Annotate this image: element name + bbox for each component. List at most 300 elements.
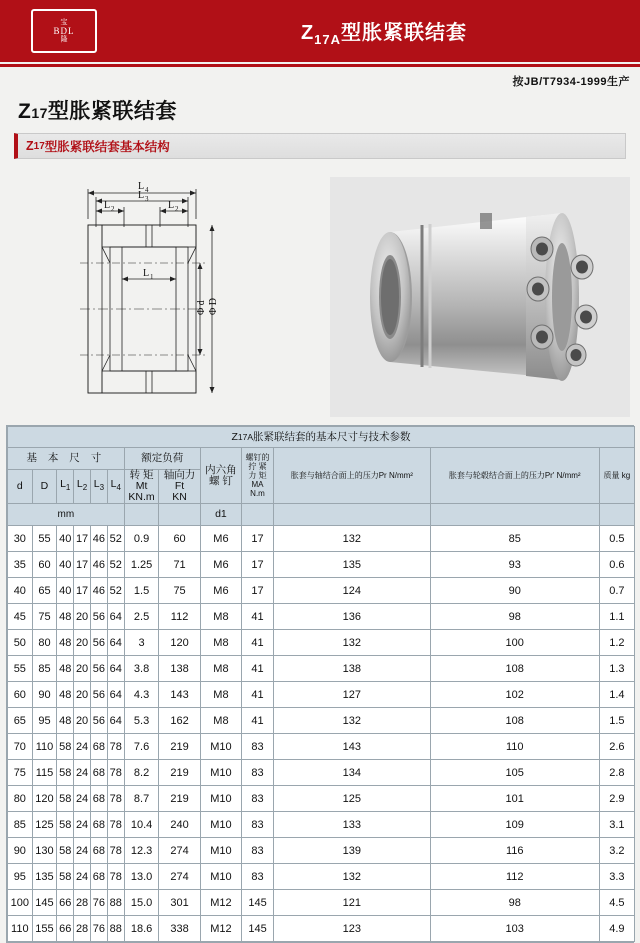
- table-cell-Pr N/mm²: 127: [273, 682, 430, 708]
- table-cell-L2: 17: [74, 526, 91, 552]
- figure-row: [0, 167, 640, 417]
- dim-label-L2a-sub: 2: [111, 205, 115, 213]
- table-cell-转矩 Mt KN.m: 12.3: [124, 838, 159, 864]
- unit-mm: mm: [8, 504, 125, 526]
- page-header: [0, 0, 640, 62]
- table-cell-L4: 78: [107, 760, 124, 786]
- table-row: [8, 838, 635, 864]
- table-cell-L1: 66: [57, 890, 74, 916]
- table-cell-D: 130: [32, 838, 57, 864]
- table-cell-d: 65: [8, 708, 33, 734]
- table-cell-Pr N/mm²: 125: [273, 786, 430, 812]
- table-row: [8, 604, 635, 630]
- section-heading-main: Z: [18, 100, 32, 123]
- table-cell-转矩 Mt KN.m: 0.9: [124, 526, 159, 552]
- table-cell-D: 65: [32, 578, 57, 604]
- table-cell-Pr' N/mm²: 98: [430, 890, 599, 916]
- table-cell-Pr' N/mm²: 103: [430, 916, 599, 942]
- table-cell-d1: M8: [200, 630, 241, 656]
- unit-ma: [242, 504, 274, 526]
- table-cell-转矩 Mt KN.m: 1.5: [124, 578, 159, 604]
- table-cell-d: 100: [8, 890, 33, 916]
- standard-note: 按JB/T7934-1999生产: [512, 76, 630, 88]
- table-cell-L4: 88: [107, 890, 124, 916]
- col-L2: $L_2$: [74, 470, 91, 504]
- table-cell-轴向力 Ft KN: 274: [159, 864, 200, 890]
- table-cell-L1: 58: [57, 812, 74, 838]
- table-cell-L3: 46: [91, 552, 108, 578]
- table-cell-d1: M8: [200, 604, 241, 630]
- table-cell-d1: M10: [200, 812, 241, 838]
- table-row: [8, 656, 635, 682]
- table-caption: [8, 427, 635, 448]
- table-cell-d1: M6: [200, 552, 241, 578]
- table-row: [8, 552, 635, 578]
- col-D: D: [32, 470, 57, 504]
- table-cell-L2: 24: [74, 760, 91, 786]
- table-cell-转矩 Mt KN.m: 3.8: [124, 656, 159, 682]
- table-cell-L1: 66: [57, 916, 74, 942]
- table-cell-L1: 48: [57, 708, 74, 734]
- table-cell-Pr N/mm²: 132: [273, 708, 430, 734]
- logo-icon: [31, 9, 97, 53]
- table-cell-转矩 Mt KN.m: 10.4: [124, 812, 159, 838]
- table-cell-轴向力 Ft KN: 301: [159, 890, 200, 916]
- table-cell-L1: 48: [57, 656, 74, 682]
- table-cell-轴向力 Ft KN: 219: [159, 760, 200, 786]
- table-cell-转矩 Mt KN.m: 13.0: [124, 864, 159, 890]
- subsection-bar: [14, 133, 626, 159]
- table-cell-d: 110: [8, 916, 33, 942]
- table-cell-kg: 1.5: [599, 708, 634, 734]
- dim-label-L2b: L: [168, 200, 175, 211]
- table-cell-L3: 76: [91, 916, 108, 942]
- table-row: [8, 916, 635, 942]
- table-cell-L1: 58: [57, 786, 74, 812]
- table-cell-L2: 17: [74, 552, 91, 578]
- table-cell-Pr' N/mm²: 85: [430, 526, 599, 552]
- table-cell-L4: 52: [107, 578, 124, 604]
- unit-torque: [124, 504, 159, 526]
- table-cell-d1: M10: [200, 838, 241, 864]
- torque-line1: 螺钉的: [245, 453, 270, 462]
- table-cell-轴向力 Ft KN: 219: [159, 734, 200, 760]
- group-header-torque: [242, 448, 274, 504]
- table-cell-轴向力 Ft KN: 120: [159, 630, 200, 656]
- col-L3: $L_3$: [91, 470, 108, 504]
- table-cell-Pr N/mm²: 121: [273, 890, 430, 916]
- table-cell-Pr N/mm²: 135: [273, 552, 430, 578]
- table-cell-L2: 20: [74, 630, 91, 656]
- table-cell-MA N.m: 41: [242, 682, 274, 708]
- table-cell-kg: 2.8: [599, 760, 634, 786]
- table-cell-L1: 40: [57, 526, 74, 552]
- table-cell-L2: 24: [74, 838, 91, 864]
- table-cell-d: 50: [8, 630, 33, 656]
- table-cell-MA N.m: 145: [242, 916, 274, 942]
- table-cell-L4: 78: [107, 734, 124, 760]
- table-cell-轴向力 Ft KN: 75: [159, 578, 200, 604]
- table-cell-L2: 24: [74, 812, 91, 838]
- table-row: [8, 864, 635, 890]
- table-cell-L2: 20: [74, 656, 91, 682]
- table-row: [8, 890, 635, 916]
- table-cell-L3: 76: [91, 890, 108, 916]
- table-cell-L4: 78: [107, 812, 124, 838]
- table-caption-main: Z: [231, 430, 238, 443]
- table-cell-L3: 56: [91, 604, 108, 630]
- table-cell-D: 95: [32, 708, 57, 734]
- group-header-press-hub: 胀套与轮毂结合面上的压力Pr' N/mm²: [430, 448, 599, 504]
- table-cell-L3: 68: [91, 838, 108, 864]
- table-cell-轴向力 Ft KN: 143: [159, 682, 200, 708]
- table-cell-Pr N/mm²: 143: [273, 734, 430, 760]
- table-row: [8, 682, 635, 708]
- logo-text: [54, 18, 75, 43]
- col-torque: [124, 470, 159, 504]
- table-cell-kg: 1.2: [599, 630, 634, 656]
- table-cell-L4: 64: [107, 656, 124, 682]
- dim-label-L4-sub: 4: [145, 186, 149, 194]
- table-cell-L3: 46: [91, 526, 108, 552]
- table-cell-kg: 0.7: [599, 578, 634, 604]
- group-header-press-shaft: 胀套与轴结合面上的压力Pr N/mm²: [273, 448, 430, 504]
- table-cell-Pr N/mm²: 133: [273, 812, 430, 838]
- table-cell-L3: 56: [91, 630, 108, 656]
- table-cell-d: 35: [8, 552, 33, 578]
- table-cell-Pr' N/mm²: 101: [430, 786, 599, 812]
- table-cell-轴向力 Ft KN: 219: [159, 786, 200, 812]
- table-cell-d1: M12: [200, 890, 241, 916]
- table-row: [8, 708, 635, 734]
- table-cell-MA N.m: 83: [242, 838, 274, 864]
- col-torque-l2: Mt: [135, 480, 148, 492]
- group-header-mass: 质量 kg: [599, 448, 634, 504]
- table-cell-D: 110: [32, 734, 57, 760]
- torque-line3: 力 矩: [248, 471, 267, 480]
- table-cell-D: 135: [32, 864, 57, 890]
- table-cell-转矩 Mt KN.m: 7.6: [124, 734, 159, 760]
- table-cell-D: 145: [32, 890, 57, 916]
- table-cell-d: 30: [8, 526, 33, 552]
- table-cell-轴向力 Ft KN: 274: [159, 838, 200, 864]
- logo-text-mid: BDL: [53, 25, 75, 37]
- table-cell-D: 80: [32, 630, 57, 656]
- table-cell-Pr N/mm²: 134: [273, 760, 430, 786]
- group-header-basic: 基 本 尺 寸: [8, 448, 125, 470]
- table-cell-L4: 64: [107, 604, 124, 630]
- table-cell-L3: 56: [91, 656, 108, 682]
- header-title-block: [128, 0, 640, 62]
- subsection-sub: 17: [33, 140, 45, 152]
- table-cell-MA N.m: 83: [242, 786, 274, 812]
- table-cell-D: 55: [32, 526, 57, 552]
- table-cell-转矩 Mt KN.m: 3: [124, 630, 159, 656]
- table-cell-d: 85: [8, 812, 33, 838]
- table-caption-rest: 胀紧联结套的基本尺寸与技术参数: [253, 430, 411, 443]
- product-photo-svg: [330, 177, 630, 417]
- spec-table-wrap: [6, 425, 634, 943]
- logo-block: [0, 0, 128, 62]
- table-cell-轴向力 Ft KN: 338: [159, 916, 200, 942]
- table-cell-D: 120: [32, 786, 57, 812]
- unit-pr2: [430, 504, 599, 526]
- table-cell-L4: 52: [107, 526, 124, 552]
- table-cell-d1: M6: [200, 578, 241, 604]
- table-cell-D: 75: [32, 604, 57, 630]
- table-cell-kg: 4.5: [599, 890, 634, 916]
- subsection-main: Z: [26, 139, 34, 153]
- table-cell-转矩 Mt KN.m: 1.25: [124, 552, 159, 578]
- table-cell-MA N.m: 83: [242, 864, 274, 890]
- table-cell-MA N.m: 83: [242, 812, 274, 838]
- group-header-hex-l1: 内六角: [205, 463, 237, 476]
- table-cell-转矩 Mt KN.m: 15.0: [124, 890, 159, 916]
- col-axial-l3: KN: [172, 491, 187, 503]
- dim-label-L1-sub: 1: [150, 273, 154, 281]
- col-axial-l1: 轴向力: [163, 469, 196, 481]
- table-cell-Pr' N/mm²: 110: [430, 734, 599, 760]
- dim-label-L1: L: [143, 268, 150, 279]
- table-cell-L1: 58: [57, 838, 74, 864]
- table-cell-kg: 1.4: [599, 682, 634, 708]
- table-cell-d: 75: [8, 760, 33, 786]
- table-cell-L2: 28: [74, 890, 91, 916]
- unit-kg: [599, 504, 634, 526]
- table-cell-Pr N/mm²: 136: [273, 604, 430, 630]
- table-cell-d: 95: [8, 864, 33, 890]
- table-cell-Pr N/mm²: 123: [273, 916, 430, 942]
- table-cell-L1: 48: [57, 682, 74, 708]
- table-cell-kg: 3.2: [599, 838, 634, 864]
- page-title-rest: 型胀紧联结套: [341, 21, 468, 44]
- product-photo: [330, 171, 630, 417]
- table-cell-D: 155: [32, 916, 57, 942]
- table-cell-L3: 68: [91, 864, 108, 890]
- table-cell-MA N.m: 41: [242, 604, 274, 630]
- table-cell-L3: 56: [91, 682, 108, 708]
- technical-drawing: [0, 167, 330, 417]
- dim-label-L2a: L: [104, 200, 111, 211]
- table-cell-L3: 56: [91, 708, 108, 734]
- table-cell-Pr' N/mm²: 100: [430, 630, 599, 656]
- page-title-sub: 17A: [314, 31, 342, 47]
- table-group-header-row: [8, 448, 635, 470]
- table-cell-L3: 68: [91, 786, 108, 812]
- table-row: [8, 630, 635, 656]
- table-cell-轴向力 Ft KN: 138: [159, 656, 200, 682]
- section-heading: [0, 89, 640, 125]
- col-torque-l1: 转 矩: [129, 469, 154, 481]
- table-cell-L4: 52: [107, 552, 124, 578]
- table-cell-L1: 58: [57, 760, 74, 786]
- table-cell-轴向力 Ft KN: 60: [159, 526, 200, 552]
- section-heading-rest: 型胀紧联结套: [47, 100, 177, 123]
- table-cell-L4: 88: [107, 916, 124, 942]
- table-cell-kg: 4.9: [599, 916, 634, 942]
- table-cell-d: 40: [8, 578, 33, 604]
- col-axial-l2: Ft: [174, 480, 185, 492]
- torque-line4: MA: [251, 480, 264, 489]
- table-cell-D: 60: [32, 552, 57, 578]
- col-d: d: [8, 470, 33, 504]
- table-cell-MA N.m: 17: [242, 526, 274, 552]
- table-cell-L3: 68: [91, 812, 108, 838]
- table-cell-轴向力 Ft KN: 240: [159, 812, 200, 838]
- table-cell-d: 45: [8, 604, 33, 630]
- col-L4: $L_4$: [107, 470, 124, 504]
- logo-text-bottom: 隆: [60, 35, 68, 44]
- spec-table: [7, 426, 635, 942]
- table-cell-Pr' N/mm²: 105: [430, 760, 599, 786]
- drawing-svg: [0, 167, 330, 417]
- table-cell-d1: M6: [200, 526, 241, 552]
- table-row: [8, 760, 635, 786]
- table-cell-L1: 58: [57, 864, 74, 890]
- table-cell-kg: 1.1: [599, 604, 634, 630]
- table-cell-轴向力 Ft KN: 71: [159, 552, 200, 578]
- table-cell-L3: 46: [91, 578, 108, 604]
- col-L1: $L_1$: [57, 470, 74, 504]
- page-title: [301, 16, 467, 47]
- table-cell-L2: 20: [74, 604, 91, 630]
- table-cell-Pr' N/mm²: 112: [430, 864, 599, 890]
- table-cell-L2: 28: [74, 916, 91, 942]
- table-cell-d1: M10: [200, 734, 241, 760]
- table-cell-d: 55: [8, 656, 33, 682]
- table-cell-转矩 Mt KN.m: 4.3: [124, 682, 159, 708]
- table-cell-d1: M8: [200, 682, 241, 708]
- table-cell-Pr' N/mm²: 109: [430, 812, 599, 838]
- table-cell-轴向力 Ft KN: 162: [159, 708, 200, 734]
- table-cell-Pr N/mm²: 132: [273, 526, 430, 552]
- table-cell-MA N.m: 41: [242, 708, 274, 734]
- table-cell-转矩 Mt KN.m: 8.2: [124, 760, 159, 786]
- table-cell-Pr' N/mm²: 93: [430, 552, 599, 578]
- torque-line5: N.m: [250, 489, 265, 498]
- table-cell-L2: 17: [74, 578, 91, 604]
- dim-label-L3-sub: 3: [145, 195, 149, 203]
- table-cell-d1: M10: [200, 786, 241, 812]
- table-caption-sub: 17A: [237, 431, 254, 442]
- table-cell-D: 90: [32, 682, 57, 708]
- table-cell-L4: 64: [107, 708, 124, 734]
- table-cell-L4: 64: [107, 630, 124, 656]
- table-cell-kg: 0.5: [599, 526, 634, 552]
- table-unit-row: [8, 504, 635, 526]
- table-cell-MA N.m: 17: [242, 578, 274, 604]
- table-cell-kg: 1.3: [599, 656, 634, 682]
- table-cell-Pr' N/mm²: 90: [430, 578, 599, 604]
- table-row: [8, 812, 635, 838]
- table-row: [8, 578, 635, 604]
- table-cell-Pr N/mm²: 124: [273, 578, 430, 604]
- table-cell-Pr N/mm²: 139: [273, 838, 430, 864]
- table-cell-L3: 68: [91, 734, 108, 760]
- group-header-load: 额定负荷: [124, 448, 200, 470]
- table-cell-kg: 2.6: [599, 734, 634, 760]
- col-axial: [159, 470, 200, 504]
- table-cell-Pr' N/mm²: 116: [430, 838, 599, 864]
- table-cell-L1: 48: [57, 630, 74, 656]
- table-cell-Pr' N/mm²: 102: [430, 682, 599, 708]
- table-cell-kg: 0.6: [599, 552, 634, 578]
- table-cell-L4: 78: [107, 786, 124, 812]
- subsection-rest: 型胀紧联结套基本结构: [44, 140, 170, 154]
- table-cell-Pr N/mm²: 132: [273, 630, 430, 656]
- table-cell-d1: M8: [200, 656, 241, 682]
- dim-label-d: Φ d: [196, 300, 207, 315]
- torque-line2: 拧 紧: [248, 462, 267, 471]
- table-cell-d1: M12: [200, 916, 241, 942]
- table-cell-L2: 24: [74, 734, 91, 760]
- table-cell-d1: M8: [200, 708, 241, 734]
- table-row: [8, 734, 635, 760]
- table-cell-D: 125: [32, 812, 57, 838]
- table-cell-L2: 24: [74, 864, 91, 890]
- product-photo-image: [330, 177, 630, 417]
- table-cell-L1: 48: [57, 604, 74, 630]
- unit-pr: [273, 504, 430, 526]
- table-cell-D: 115: [32, 760, 57, 786]
- group-header-hex-l2: 螺 钉: [208, 474, 233, 487]
- table-row: [8, 526, 635, 552]
- table-cell-L3: 68: [91, 760, 108, 786]
- page-title-main: Z: [300, 21, 315, 44]
- table-cell-转矩 Mt KN.m: 18.6: [124, 916, 159, 942]
- logo-text-top: 宝: [60, 18, 68, 27]
- table-cell-d: 60: [8, 682, 33, 708]
- dim-label-L2b-sub: 2: [175, 205, 179, 213]
- table-cell-L4: 78: [107, 838, 124, 864]
- spec-table-body: [8, 526, 635, 942]
- dim-label-D: Φ D: [208, 297, 219, 315]
- dim-label-L4: L: [138, 181, 145, 192]
- table-cell-Pr' N/mm²: 108: [430, 656, 599, 682]
- table-cell-MA N.m: 41: [242, 630, 274, 656]
- table-cell-Pr' N/mm²: 108: [430, 708, 599, 734]
- table-cell-MA N.m: 17: [242, 552, 274, 578]
- table-cell-MA N.m: 83: [242, 760, 274, 786]
- table-cell-Pr N/mm²: 132: [273, 864, 430, 890]
- table-cell-kg: 3.1: [599, 812, 634, 838]
- unit-d1: d1: [200, 504, 241, 526]
- table-cell-L1: 58: [57, 734, 74, 760]
- table-cell-kg: 3.3: [599, 864, 634, 890]
- table-cell-d: 90: [8, 838, 33, 864]
- table-cell-L1: 40: [57, 578, 74, 604]
- table-cell-Pr' N/mm²: 98: [430, 604, 599, 630]
- table-cell-d: 80: [8, 786, 33, 812]
- table-cell-d1: M10: [200, 760, 241, 786]
- col-torque-l3: KN.m: [128, 491, 155, 503]
- table-cell-轴向力 Ft KN: 112: [159, 604, 200, 630]
- table-cell-MA N.m: 41: [242, 656, 274, 682]
- table-cell-d: 70: [8, 734, 33, 760]
- table-cell-L4: 64: [107, 682, 124, 708]
- table-cell-L2: 20: [74, 708, 91, 734]
- table-cell-转矩 Mt KN.m: 5.3: [124, 708, 159, 734]
- table-row: [8, 786, 635, 812]
- table-cell-转矩 Mt KN.m: 2.5: [124, 604, 159, 630]
- table-cell-转矩 Mt KN.m: 8.7: [124, 786, 159, 812]
- unit-axial: [159, 504, 200, 526]
- table-cell-kg: 2.9: [599, 786, 634, 812]
- section-heading-sub: 17: [31, 105, 48, 121]
- table-cell-L1: 40: [57, 552, 74, 578]
- table-cell-Pr N/mm²: 138: [273, 656, 430, 682]
- table-cell-D: 85: [32, 656, 57, 682]
